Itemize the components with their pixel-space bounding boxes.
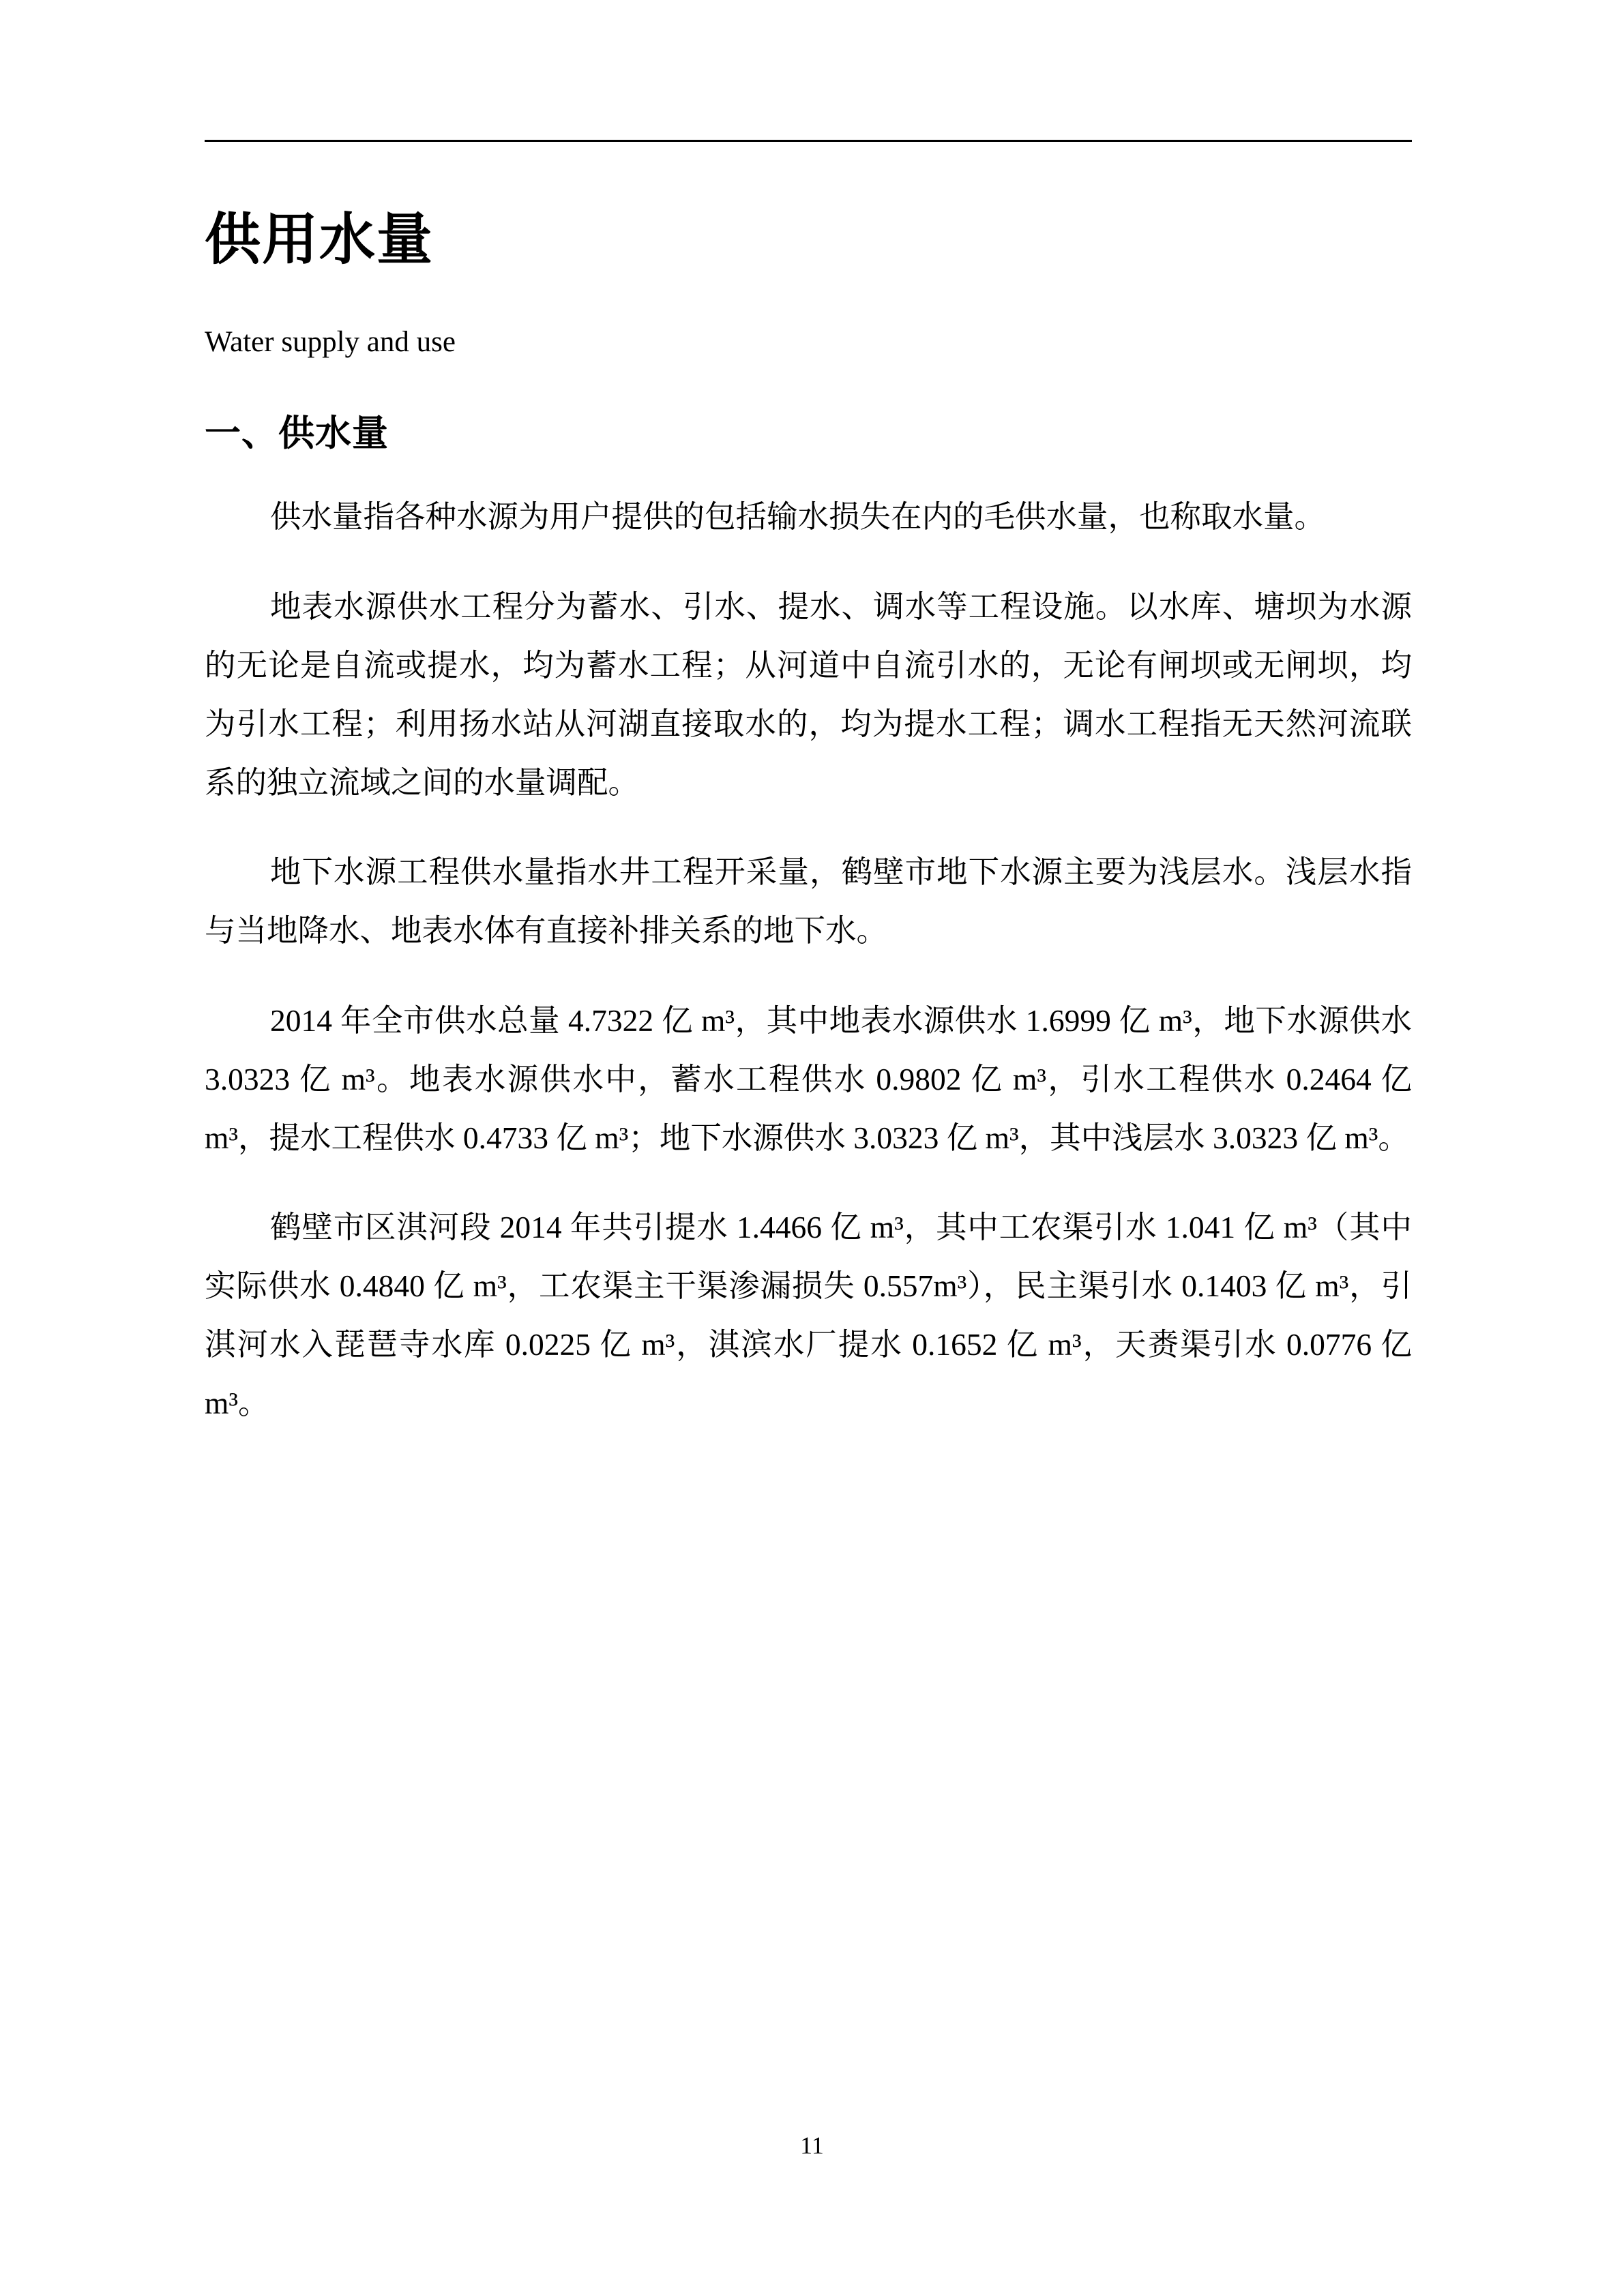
body-paragraph: 2014 年全市供水总量 4.7322 亿 m³，其中地表水源供水 1.6999 亿 m³，地下水源供水 3.0323 亿 m³。地表水源供水中，蓄水工程供水 0.9802 亿 m³，引水工程供水 0.2464 亿 m³，提水工程供水 0.4733 亿 m³；地下水源供水 3.0323 亿 m³，其中浅层水 3.0323 亿 m³。 (205, 1002, 1412, 1155)
body-paragraph: 供水量指各种水源为用户提供的包括输水损失在内的毛供水量，也称取水量。 (270, 499, 1326, 535)
body-paragraph: 地表水源供水工程分为蓄水、引水、提水、调水等工程设施。以水库、塘坝为水源的无论是自流或提水，均为蓄水工程；从河道中自流引水的，无论有闸坝或无闸坝，均为引水工程；利用扬水站从河湖直接取水的，均为提水工程；调水工程指无天然河流联系的独立流域之间的水量调配。 (205, 588, 1412, 800)
page-title: 供用水量 (205, 207, 434, 272)
page-number: 11 (800, 2132, 824, 2159)
body-paragraph: 鹤壁市区淇河段 2014 年共引提水 1.4466 亿 m³，其中工农渠引水 1.041 亿 m³（其中实际供水 0.4840 亿 m³，工农渠主干渠渗漏损失 0.557m³），民主渠引水 0.1403 亿 m³，引淇河水入琵琶寺水库 0.0225 亿 m³，淇滨水厂提水 0.1652 亿 m³，天赉渠引水 0.0776 亿 m³。 (205, 1210, 1412, 1421)
body-paragraph: 地下水源工程供水量指水井工程开采量，鹤壁市地下水源主要为浅层水。浅层水指与当地降水、地表水体有直接补排关系的地下水。 (205, 854, 1412, 949)
header-divider (205, 140, 1412, 142)
page-subtitle-english: Water supply and use (205, 326, 456, 359)
section-heading: 一、供水量 (205, 414, 389, 454)
page-content (205, 0, 1412, 1464)
